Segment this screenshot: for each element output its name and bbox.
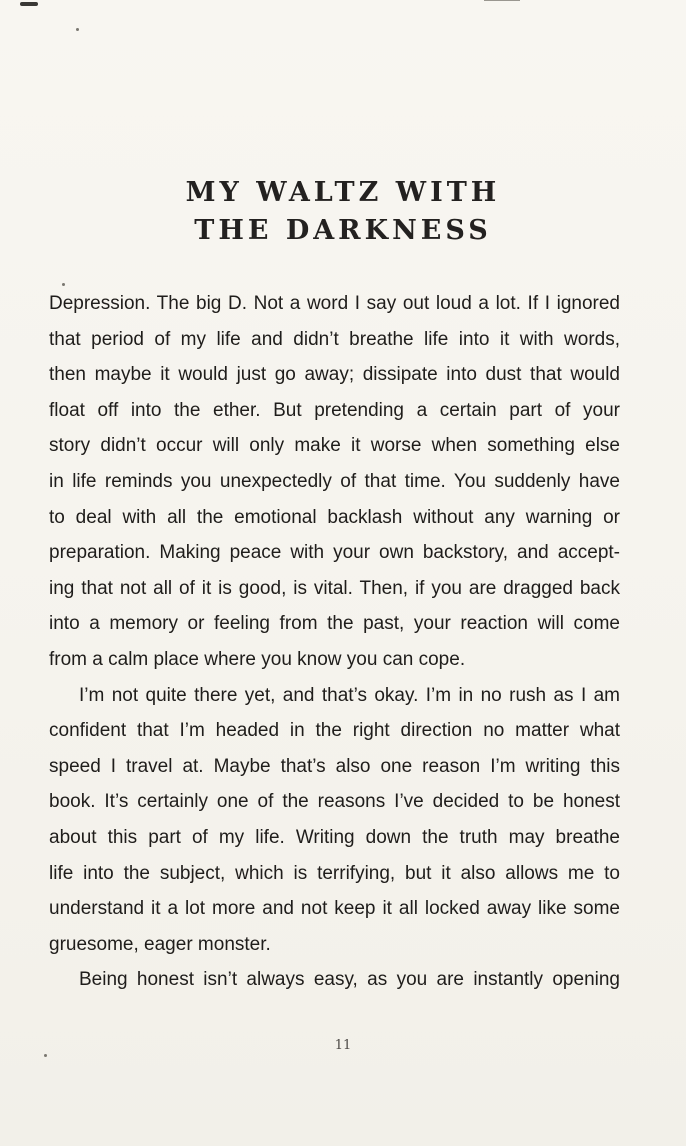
text-line: to deal with all the emotional backlash without any warning or bbox=[49, 506, 620, 528]
chapter-title-line-2: THE DARKNESS bbox=[194, 215, 492, 246]
chapter-title-line-1: MY WALTZ WITH bbox=[185, 177, 501, 208]
paragraph-3 bbox=[49, 962, 620, 998]
text-line: confident that I’m headed in the right direction no matter what bbox=[49, 720, 620, 742]
chapter-body bbox=[49, 286, 620, 998]
text-line: into a memory or feeling from the past, your reaction will come bbox=[49, 613, 620, 635]
text-line: book. It’s certainly one of the reasons I’ve decided to be honest bbox=[49, 791, 620, 813]
chapter-title bbox=[0, 174, 686, 250]
text-line: Being honest isn’t always easy, as you are instantly opening bbox=[79, 969, 620, 991]
text-line: story didn’t occur will only make it worse when something else bbox=[49, 435, 620, 457]
scan-artifact-dot bbox=[76, 28, 79, 31]
text-line: understand it a lot more and not keep it all locked away like some bbox=[49, 898, 620, 920]
scan-artifact-mark bbox=[20, 2, 38, 6]
text-line: about this part of my life. Writing down the truth may breathe bbox=[49, 826, 620, 848]
text-line: preparation. Making peace with your own backstory, and accept- bbox=[49, 542, 620, 564]
paragraph-2 bbox=[49, 678, 620, 963]
text-line: ing that not all of it is good, is vital. Then, if you are dragged back bbox=[49, 577, 620, 599]
text-line: I’m not quite there yet, and that’s okay. I’m in no rush as I am bbox=[79, 684, 620, 706]
paragraph-1 bbox=[49, 286, 620, 678]
text-line: Depression. The big D. Not a word I say out loud a lot. If I ignored bbox=[49, 293, 620, 314]
text-line: speed I travel at. Maybe that’s also one reason I’m writing this bbox=[49, 755, 620, 777]
page-number: 11 bbox=[334, 1038, 352, 1053]
text-line: in life reminds you unexpectedly of that time. You suddenly have bbox=[49, 470, 620, 492]
text-line: that period of my life and didn’t breathe life into it with words, bbox=[49, 328, 620, 350]
text-line: gruesome, eager monster. bbox=[49, 933, 271, 955]
text-line: from a calm place where you know you can cope. bbox=[49, 648, 466, 670]
text-line: float off into the ether. But pretending a certain part of your bbox=[49, 399, 620, 421]
scan-artifact-dot bbox=[44, 1054, 47, 1057]
text-line: then maybe it would just go away; dissipate into dust that would bbox=[49, 364, 620, 386]
scan-artifact-line bbox=[484, 0, 520, 1]
text-line: life into the subject, which is terrifying, but it also allows me to bbox=[49, 862, 620, 884]
